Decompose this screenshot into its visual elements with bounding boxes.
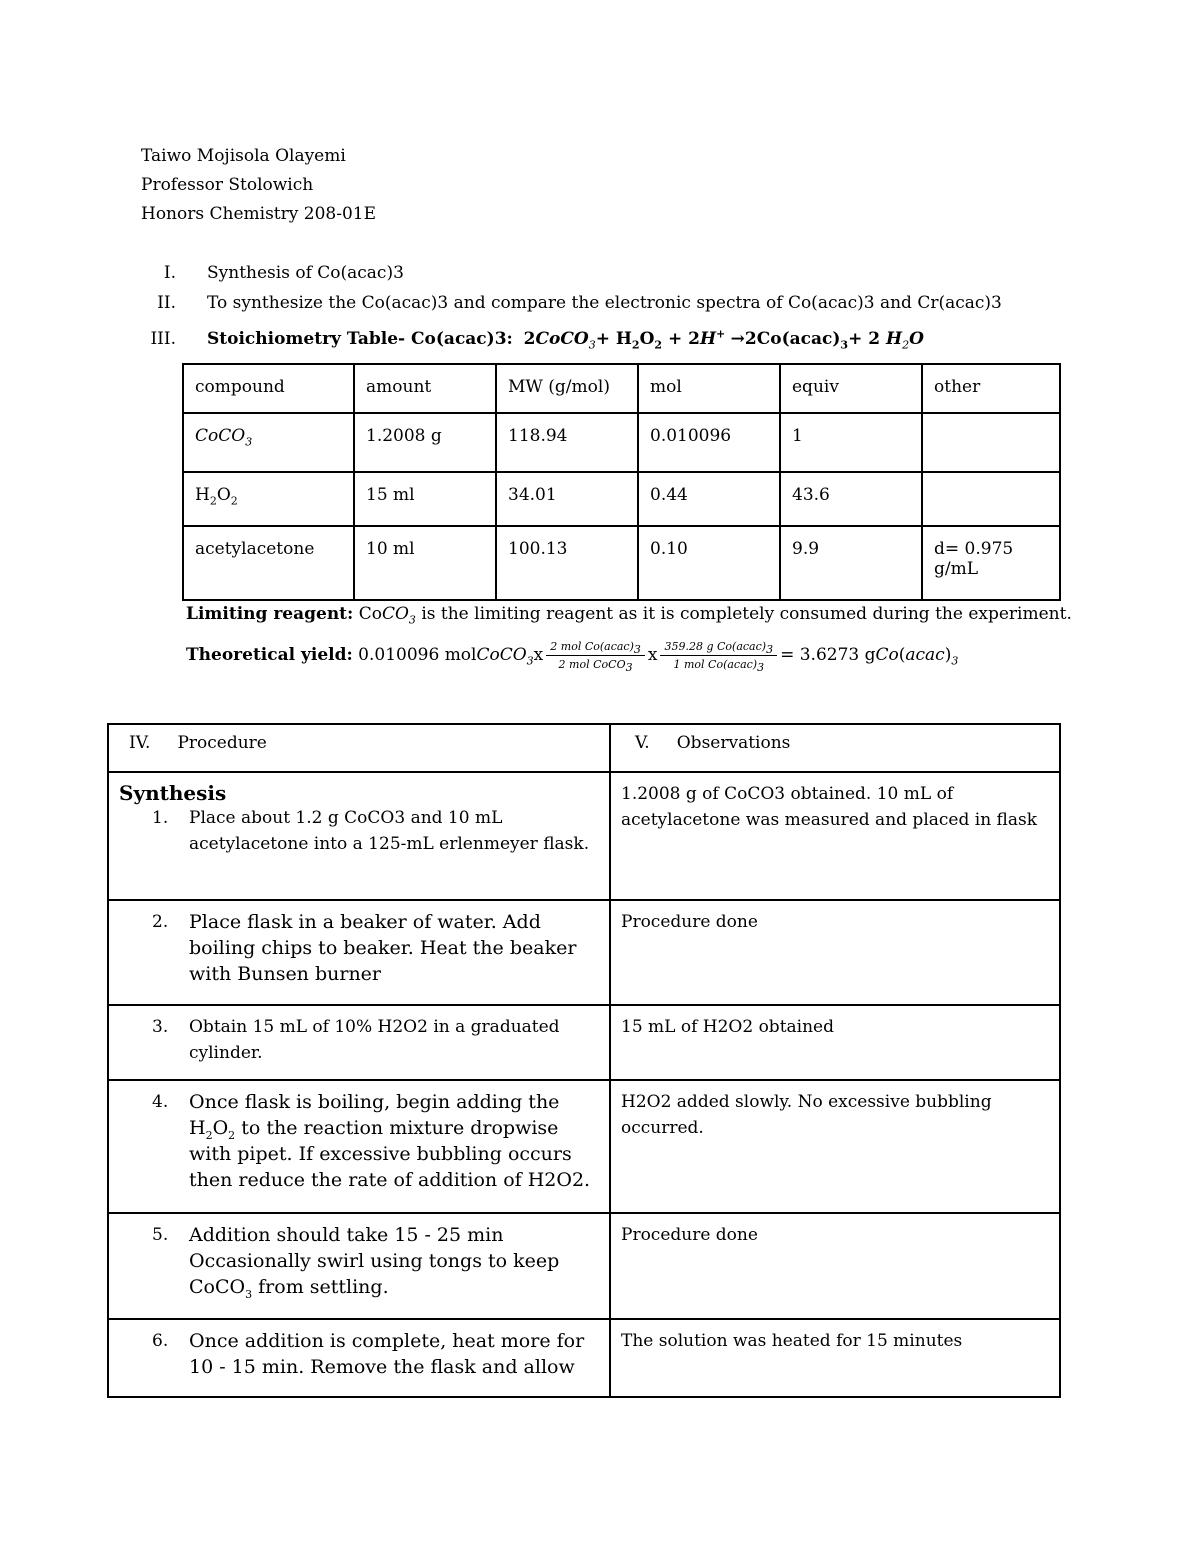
limiting-label: Limiting reagent: bbox=[186, 604, 354, 624]
other-cell: d= 0.975 g/mL bbox=[922, 526, 1060, 600]
observation-cell: Procedure done bbox=[610, 900, 1060, 1005]
mol-cell: 0.44 bbox=[638, 472, 780, 526]
procedure-cell bbox=[108, 1005, 610, 1080]
theoretical-yield: Theoretical yield: 0.010096 molCoCO$_3$x $\frac{2 mol Co(acac)_3}{2 mol CoCO_3}$ x $\frac{359.28 g Co(acac)_3}{1 mol Co(acac)_3}$ = 3.6273 $gCo(acac)_3$ bbox=[186, 640, 959, 675]
header-cell: mol bbox=[638, 364, 780, 413]
observation-cell: Procedure done bbox=[610, 1213, 1060, 1319]
header-cell: other bbox=[922, 364, 1060, 413]
observation-cell: 15 mL of H2O2 obtained bbox=[610, 1005, 1060, 1080]
observation-cell: The solution was heated for 15 minutes bbox=[610, 1319, 1060, 1397]
compound-cell: $H_2O_2$ bbox=[183, 472, 354, 526]
procedure-step: 6. Once addition is complete, heat more for 10 - 15 min. Remove the flask and allow bbox=[152, 1330, 585, 1378]
mol-cell: 0.10 bbox=[638, 526, 780, 600]
other-cell bbox=[922, 413, 1060, 472]
procedure-step: 2. Place flask in a beaker of water. Add boiling chips to beaker. Heat the beaker with Bunsen burner bbox=[152, 911, 577, 985]
procedure-step: 5. Addition should take 15 - 25 min Occasionally swirl using tongs to keep CoCO$_3$ from settling. bbox=[152, 1224, 560, 1301]
header-cell: equiv bbox=[780, 364, 922, 413]
fraction-2: $\frac{359.28 g Co(acac)_3}{1 mol Co(acac)_3}$ bbox=[660, 640, 777, 671]
procedure-cell bbox=[108, 1319, 610, 1397]
equiv-cell: 9.9 bbox=[780, 526, 922, 600]
header-cell: MW (g/mol) bbox=[496, 364, 638, 413]
compound-cell: acetylacetone bbox=[183, 526, 354, 600]
compound-cell: CoCO$_3$ bbox=[183, 413, 354, 472]
observations-header: V. Observations bbox=[610, 724, 1060, 772]
table-row bbox=[183, 413, 1060, 472]
fraction-1: $\frac{2 mol Co(acac)_3}{2 mol CoCO_3}$ bbox=[546, 640, 645, 671]
header-cell: compound bbox=[183, 364, 354, 413]
procedure-step: 1. Place about 1.2 g CoCO3 and 10 mL acetylacetone into a 125-mL erlenmeyer flask. bbox=[152, 808, 590, 854]
procedure-header: IV. Procedure bbox=[108, 724, 610, 772]
procedure-cell bbox=[108, 772, 610, 900]
procedure-table bbox=[107, 723, 1061, 1398]
table-row bbox=[183, 526, 1060, 600]
procedure-header-row bbox=[108, 724, 1060, 772]
observation-cell: H2O2 added slowly. No excessive bubbling occurred. bbox=[610, 1080, 1060, 1213]
amount-cell: 1.2008 g bbox=[354, 413, 496, 472]
stoich-label: Stoichiometry Table- Co(acac)3: bbox=[207, 329, 513, 349]
mw-cell: 34.01 bbox=[496, 472, 638, 526]
table-header-row bbox=[183, 364, 1060, 413]
mw-cell: 118.94 bbox=[496, 413, 638, 472]
yield-label: Theoretical yield: bbox=[186, 645, 353, 665]
table-row bbox=[183, 472, 1060, 526]
table-row bbox=[108, 1319, 1060, 1397]
section-number: I. bbox=[163, 263, 176, 283]
mw-cell: 100.13 bbox=[496, 526, 638, 600]
section-number: III. bbox=[150, 329, 176, 349]
limiting-reagent: Limiting reagent: CoCO$_3$ is the limiting reagent as it is completely consumed during the experiment. bbox=[186, 604, 1072, 627]
header-cell: amount bbox=[354, 364, 496, 413]
table-row bbox=[108, 1005, 1060, 1080]
student-name: Taiwo Mojisola Olayemi bbox=[141, 146, 346, 166]
equiv-cell: 43.6 bbox=[780, 472, 922, 526]
procedure-cell bbox=[108, 1080, 610, 1213]
table-row bbox=[108, 900, 1060, 1005]
yield-result: = 3.6273 g bbox=[780, 645, 876, 665]
section-title: Synthesis of Co(acac)3 bbox=[207, 263, 404, 283]
procedure-step: 3. Obtain 15 mL of 10% H2O2 in a graduated cylinder. bbox=[152, 1017, 560, 1063]
table-row bbox=[108, 1213, 1060, 1319]
table-row bbox=[108, 1080, 1060, 1213]
professor-name: Professor Stolowich bbox=[141, 175, 314, 195]
section-objective: To synthesize the Co(acac)3 and compare the electronic spectra of Co(acac)3 and Cr(acac)3 bbox=[207, 293, 1002, 313]
amount-cell: 10 ml bbox=[354, 526, 496, 600]
course-name: Honors Chemistry 208-01E bbox=[141, 204, 376, 224]
amount-cell: 15 ml bbox=[354, 472, 496, 526]
procedure-cell bbox=[108, 1213, 610, 1319]
yield-start: 0.010096 mol bbox=[358, 645, 477, 665]
reaction-equation: Stoichiometry Table- Co(acac)3: 2CoCO$_3$+ $H_2O_2 + 2H^+$ $\to 2Co(acac)_3+ 2$ $H_2O$ bbox=[207, 327, 924, 352]
limiting-text: is the limiting reagent as it is completely consumed during the experiment. bbox=[421, 604, 1072, 624]
observation-cell: 1.2008 g of CoCO3 obtained. 10 mL of acetylacetone was measured and placed in flask bbox=[610, 772, 1060, 900]
equiv-cell: 1 bbox=[780, 413, 922, 472]
stoichiometry-table bbox=[182, 363, 1061, 601]
procedure-step: 4. Once flask is boiling, begin adding the $H_2O_2$ to the reaction mixture dropwise with pipet. If excessive bubbling occurs then reduce the rate of addition of H2O2. bbox=[152, 1091, 591, 1191]
synthesis-heading: Synthesis bbox=[119, 781, 227, 805]
other-cell bbox=[922, 472, 1060, 526]
mol-cell: 0.010096 bbox=[638, 413, 780, 472]
procedure-cell bbox=[108, 900, 610, 1005]
table-row bbox=[108, 772, 1060, 900]
section-number: II. bbox=[157, 293, 176, 313]
